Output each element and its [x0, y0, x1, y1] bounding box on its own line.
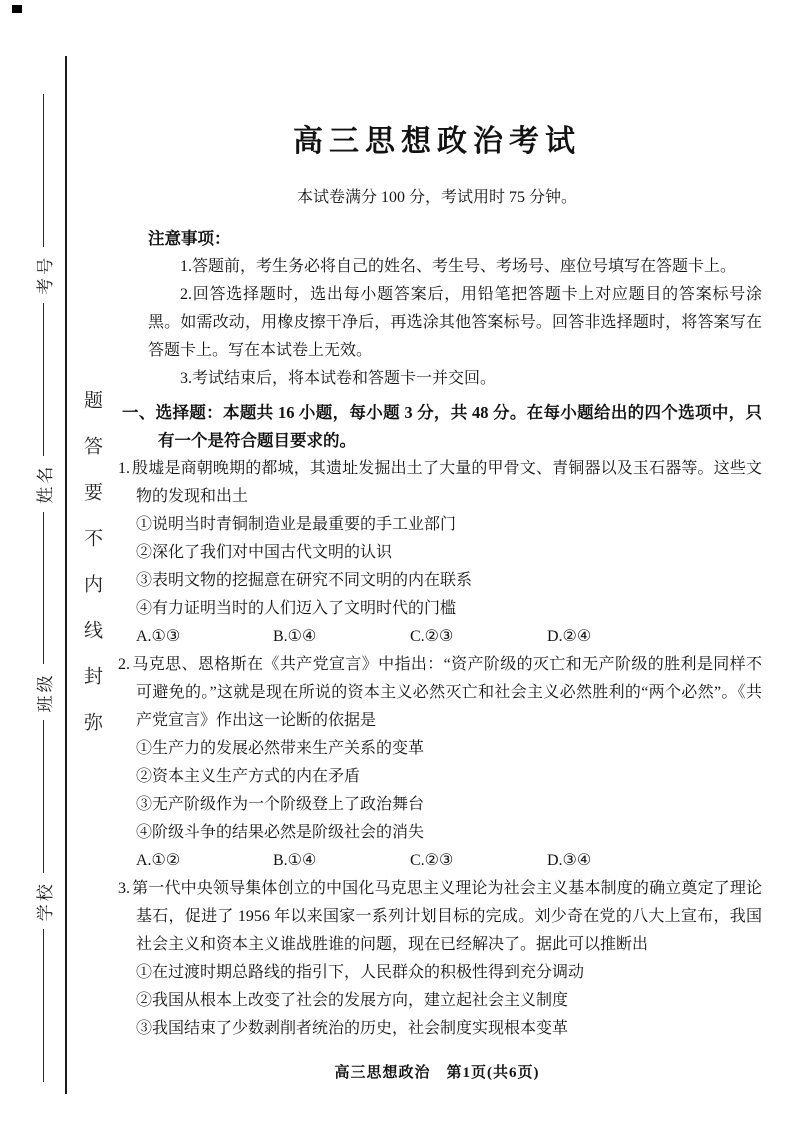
- question-option: ①生产力的发展必然带来生产关系的变革: [136, 740, 425, 757]
- scan-artifact-dot: [12, 5, 22, 13]
- field-label-school: 学校: [35, 881, 55, 922]
- field-label-class: 班级: [35, 672, 55, 713]
- question-stem: [118, 455, 762, 511]
- notice-item: 2.回答选择题时，选出每小题答案后，用铅笔把答题卡上对应题目的答案标号涂黑。如需改动，用橡皮擦干净后，再选涂其他答案标号。回答非选择题时，将答案写在答题卡上。写在本试卷上无效。: [148, 286, 762, 359]
- field-underline: [43, 512, 44, 665]
- question-stem-text: 殷墟是商朝晚期的都城，其遗址发掘出土了大量的甲骨文、青铜器以及玉石器等。这些文物的发现和出土: [132, 460, 762, 505]
- notice-heading: 注意事项：: [148, 229, 231, 248]
- exam-info-line: 本试卷满分 100 分，考试用时 75 分钟。: [296, 189, 577, 206]
- question-option: ④有力证明当时的人们迈入了文明时代的门槛: [136, 600, 457, 617]
- choice-c: C.②③: [410, 852, 454, 869]
- exam-page: [112, 0, 762, 1082]
- answer-choices: [136, 847, 762, 875]
- question-option: ①说明当时青铜制造业是最重要的手工业部门: [136, 516, 457, 533]
- choice-d: D.③④: [547, 852, 592, 869]
- choice-b: B.①④: [273, 852, 317, 869]
- question-stem-text: 马克思、恩格斯在《共产党宣言》中指出：“资产阶级的灭亡和无产阶级的胜利是同样不可避免的。”这就是现在所说的资本主义必然灭亡和社会主义必然胜利的“两个必然”。《共产党宣言》作出这一论断的依据是: [132, 656, 762, 729]
- notice-item: 1.答题前，考生务必将自己的姓名、考生号、考场号、座位号填写在答题卡上。: [180, 258, 737, 275]
- field-underline: [43, 720, 44, 873]
- question-number: 2.: [118, 656, 130, 673]
- field-label-exam-number: 考号: [35, 254, 55, 295]
- choice-d: D.②④: [547, 628, 592, 645]
- question-stem-text: 第一代中央领导集体创立的中国化马克思主义理论为社会主义基本制度的确立奠定了理论基石，促进了 1956 年以来国家一系列计划目标的完成。刘少奇在党的八大上宣布，我国社会主义和资本主义谁战胜谁的问题，现在已经解决了。据此可以推断出: [132, 880, 762, 953]
- question-block-1: [118, 455, 762, 651]
- question-option: ②我国从根本上改变了社会的发展方向，建立起社会主义制度: [136, 992, 569, 1009]
- section-header: 一、选择题：本题共 16 小题，每小题 3 分，共 48 分。在每小题给出的四个选项中，只有一个是符合题目要求的。: [122, 403, 762, 450]
- notice-item: 3.考试结束后，将本试卷和答题卡一并交回。: [180, 370, 497, 387]
- question-option: ②深化了我们对中国古代文明的认识: [136, 544, 393, 561]
- page-footer: 高三思想政治 第1页(共6页): [334, 1065, 540, 1081]
- field-underline: [43, 94, 44, 247]
- question-option: ②资本主义生产方式的内在矛盾: [136, 768, 361, 785]
- question-option: ③我国结束了少数剥削者统治的历史，社会制度实现根本变革: [136, 1020, 569, 1037]
- choice-b: B.①④: [273, 628, 317, 645]
- choice-c: C.②③: [410, 628, 454, 645]
- question-number: 3.: [118, 880, 130, 897]
- question-block-2: [118, 651, 762, 875]
- choice-a: A.①③: [136, 628, 181, 645]
- answer-choices: [136, 623, 762, 651]
- page-title: 高三思想政治考试: [293, 125, 581, 158]
- seal-notice-text: 题答要不内线封弥: [81, 390, 102, 758]
- question-option: ③表明文物的挖掘意在研究不同文明的内在联系: [136, 572, 473, 589]
- question-option: ③无产阶级作为一个阶级登上了政治舞台: [136, 796, 425, 813]
- seal-rail: [28, 88, 58, 1088]
- question-number: 1.: [118, 460, 130, 477]
- question-block-3: [118, 875, 762, 1043]
- field-underline: [43, 303, 44, 456]
- field-label-name: 姓名: [35, 463, 55, 504]
- question-stem: [118, 651, 762, 735]
- question-option: ①在过渡时期总路线的指引下，人民群众的积极性得到充分调动: [136, 964, 585, 981]
- field-underline: [43, 929, 44, 1082]
- choice-a: A.①②: [136, 852, 181, 869]
- question-stem: [118, 875, 762, 959]
- question-option: ④阶级斗争的结果必然是阶级社会的消失: [136, 824, 425, 841]
- notice-block: [148, 225, 762, 393]
- seal-line: [65, 56, 67, 1094]
